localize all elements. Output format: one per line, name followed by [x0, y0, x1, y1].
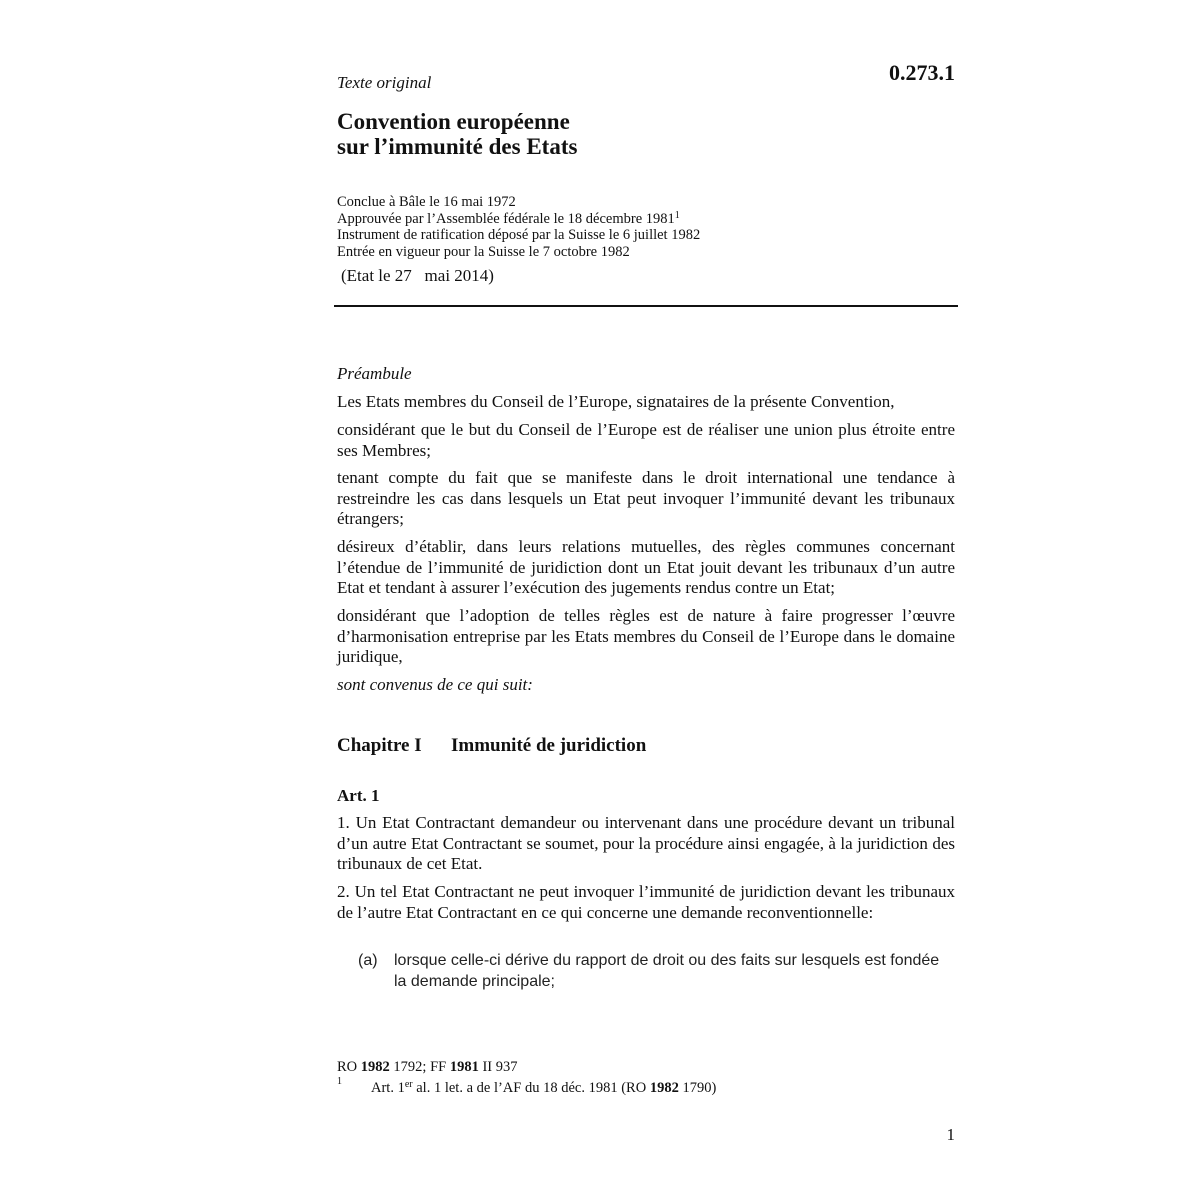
preamble-heading: Préambule [337, 364, 412, 383]
list-marker: (a) [358, 952, 378, 969]
footnote-part: 1790) [682, 1080, 717, 1096]
preamble-closing: sont convenus de ce qui suit: [337, 675, 533, 694]
document-page [337, 0, 955, 1200]
title-line-2: sur l’immunité des Etats [337, 134, 578, 159]
preamble-paragraph: tenant compte du fait que se manifeste dans le droit international une tendance à restreindre les cas dans lesquels un Etat peut invoquer l’immunité devant les tribunaux étrangers; [337, 468, 955, 528]
article-list-item [358, 951, 955, 992]
ro-prefix: RO [337, 1059, 358, 1075]
chapter-heading [337, 735, 646, 757]
page-number: 1 [946, 1125, 955, 1144]
preamble-paragraph: Les Etats membres du Conseil de l’Europe, signataires de la présente Convention, [337, 392, 895, 411]
chapter-title: Immunité de juridiction [451, 735, 647, 756]
footnote-1 [337, 1076, 955, 1097]
footnote-number: 1 [337, 1076, 342, 1087]
ff-year: 1981 [449, 1059, 479, 1075]
footnote-part: al. 1 let. a de l’AF du 18 déc. 1981 (RO [416, 1080, 647, 1096]
meta-ratification: Instrument de ratification déposé par la Suisse le 6 juillet 1982 [337, 227, 701, 243]
article-paragraph: 1. Un Etat Contractant demandeur ou intervenant dans une procédure devant un tribunal d’un autre Etat Contractant se soumet, pour la procédure ainsi engagée, à la juridiction des tribunaux de cet Etat. [337, 813, 955, 873]
footnote-part: Art. 1 [371, 1080, 405, 1096]
footnote-year: 1982 [649, 1080, 679, 1096]
chapter-number: Chapitre I [337, 735, 422, 756]
title-line-1: Convention européenne [337, 109, 570, 134]
header-divider [334, 305, 958, 307]
state-date: (Etat le 27 mai 2014) [341, 266, 494, 285]
document-metadata [337, 194, 700, 260]
meta-entry-into-force: Entrée en vigueur pour la Suisse le 7 octobre 1982 [337, 243, 630, 260]
meta-approved [337, 211, 700, 228]
ro-page: 1792; [393, 1059, 427, 1075]
meta-concluded: Conclue à Bâle le 16 mai 1972 [337, 194, 516, 210]
article-heading: Art. 1 [337, 786, 380, 805]
footnote-superscript: er [404, 1079, 413, 1090]
sr-number: 0.273.1 [889, 60, 955, 85]
article-paragraph: 2. Un tel Etat Contractant ne peut invoquer l’immunité de juridiction devant les tribunaux de l’autre Etat Contractant en ce qui concerne une demande reconventionnelle: [337, 882, 955, 922]
original-text-label: Texte original [337, 73, 432, 92]
ff-page: II 937 [482, 1059, 518, 1075]
preamble-paragraph: donsidérant que l’adoption de telles règles est de nature à faire progresser l’œuvre d’harmonisation entreprise par les Etats membres du Conseil de l’Europe dans le domaine juridique, [337, 606, 955, 666]
list-item-text: lorsque celle-ci dérive du rapport de droit ou des faits sur lesquels est fondée la demande principale; [394, 952, 940, 990]
preamble-paragraph: considérant que le but du Conseil de l’Europe est de réaliser une union plus étroite entre ses Membres; [337, 420, 955, 460]
footnote-text [371, 1080, 955, 1097]
preamble-paragraph: désireux d’établir, dans leurs relations mutuelles, des règles communes concernant l’étendue de l’immunité de juridiction dont un Etat jouit devant les tribunaux d’un autre Etat et tendant à assurer l’exécution des jugements rendus contre un Etat; [337, 537, 955, 597]
ro-year: 1982 [360, 1059, 390, 1075]
publication-reference [337, 1059, 518, 1076]
meta-approved-text: Approuvée par l’Assemblée fédérale le 18 décembre 1981 [337, 210, 675, 227]
footnote-ref-1[interactable]: 1 [674, 209, 680, 221]
ff-prefix: FF [430, 1059, 447, 1075]
document-title [337, 109, 577, 159]
